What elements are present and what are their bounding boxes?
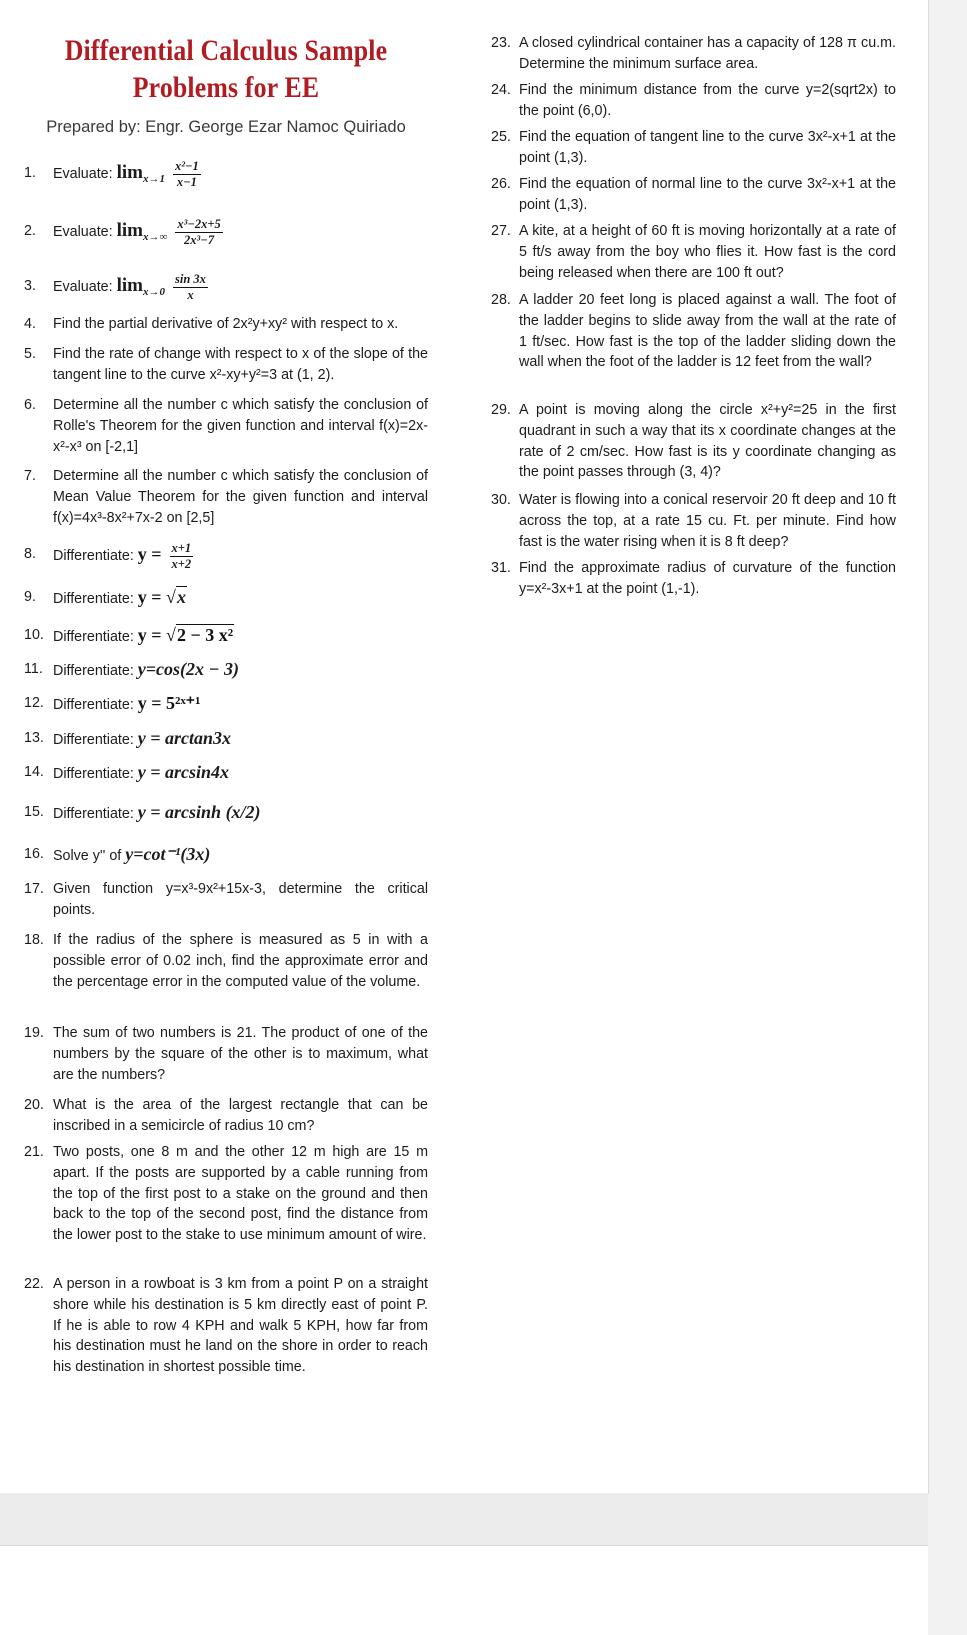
problem-22 — [24, 1274, 428, 1378]
problem-label: Evaluate: — [53, 279, 113, 295]
problem-label: Differentiate: — [53, 629, 134, 645]
problem-label: Differentiate: — [53, 591, 134, 607]
problem-15 — [24, 797, 428, 829]
numerator: sin 3x — [174, 271, 206, 286]
page-gap-band — [0, 1493, 928, 1546]
problem-text: Find the minimum distance from the curve y=2(sqrt2x) to the point (6,0). — [519, 82, 896, 119]
problem-number: 15. — [24, 804, 44, 820]
problem-label: Evaluate: — [53, 166, 113, 182]
equation: y = arctan3x — [137, 728, 232, 748]
denominator: x — [187, 287, 194, 302]
problem-number: 5. — [24, 346, 36, 362]
document-title-line-2: Problems for EE — [132, 71, 320, 104]
problem-label: Differentiate: — [53, 806, 134, 822]
problem-1 — [24, 153, 428, 199]
problem-text: A person in a rowboat is 3 km from a point P on a straight shore while his destination is 5 km directly east of point P. If he is able to row 4 KPH and walk 5 KPH, how far from his destination must he land on the shore in order to reach his destination in shortest possible time. — [53, 1276, 428, 1376]
problem-number: 18. — [24, 932, 44, 948]
problem-number: 8. — [24, 546, 36, 562]
problem-26 — [491, 174, 896, 216]
problem-text: Two posts, one 8 m and the other 12 m high are 15 m apart. If the posts are supported by a cable running from the top of the first post to a stake on the ground and then back to the top of the second post, find the distance from the lower post to the stake to use minimum amount of wire. — [53, 1144, 428, 1244]
problem-number: 23. — [491, 35, 511, 51]
problem-text: Given function y=x³-9x²+15x-3, determine the critical points. — [53, 881, 428, 918]
equation: y = arcsin4x — [137, 762, 230, 782]
equation-lhs: y = — [137, 544, 162, 564]
problem-13 — [24, 725, 428, 753]
problem-number: 6. — [24, 397, 36, 413]
radicand: x — [176, 587, 186, 607]
problem-label: Differentiate: — [53, 697, 134, 713]
problem-2 — [24, 211, 428, 257]
problem-number: 13. — [24, 730, 44, 746]
problem-text: A kite, at a height of 60 ft is moving horizontally at a rate of 5 ft/s away from the boy who flies it. How fast is the cord being released when there are 100 ft out? — [519, 223, 896, 281]
problem-number: 26. — [491, 176, 511, 192]
problem-9 — [24, 584, 428, 612]
problem-25 — [491, 127, 896, 169]
equation: y=cot⁻¹(3x) — [125, 844, 211, 864]
problem-text: What is the area of the largest rectangle that can be inscribed in a semicircle of radius 10 cm? — [53, 1097, 428, 1134]
equation-lhs: y = √ — [137, 625, 176, 645]
limit-symbol: lim — [116, 275, 143, 296]
limit-symbol: lim — [116, 220, 143, 241]
problem-label: Evaluate: — [53, 224, 113, 240]
problem-text: The sum of two numbers is 21. The product of one of the numbers by the square of the other is to maximum, what are the numbers? — [53, 1025, 428, 1083]
denominator: x−1 — [176, 174, 197, 189]
numerator: x²−1 — [174, 158, 199, 173]
equation: y=cos(2x − 3) — [137, 659, 239, 679]
problem-label: Differentiate: — [53, 766, 134, 782]
problem-17 — [24, 879, 428, 921]
problem-8 — [24, 534, 428, 576]
problem-text: If the radius of the sphere is measured as 5 in with a possible error of 0.02 inch, find the approximate error and the percentage error in the computed value of the volume. — [53, 932, 428, 990]
problem-number: 7. — [24, 468, 36, 484]
problem-3 — [24, 266, 428, 312]
fraction — [173, 272, 208, 303]
problem-number: 9. — [24, 589, 36, 605]
limit-symbol: lim — [116, 162, 143, 183]
problem-number: 25. — [491, 129, 511, 145]
problem-text: Find the equation of tangent line to the curve 3x²-x+1 at the point (1,3). — [519, 129, 896, 166]
problem-4 — [24, 314, 428, 335]
problem-label: Solve y'' of — [53, 848, 122, 864]
radicand: 2 − 3 x² — [176, 625, 234, 645]
problem-text: Water is flowing into a conical reservoir 20 ft deep and 10 ft across the top, at a rate 15 cu. Ft. per minute. Find how fast is the water rising when it is 8 ft deep? — [519, 492, 896, 550]
problem-number: 1. — [24, 165, 36, 181]
problem-number: 20. — [24, 1097, 44, 1113]
problem-number: 3. — [24, 278, 36, 294]
problem-text: Find the partial derivative of 2x²y+xy² with respect to x. — [53, 316, 399, 332]
problem-12 — [24, 690, 428, 718]
problem-23 — [491, 33, 896, 75]
problem-number: 30. — [491, 492, 511, 508]
equation-lhs: y = √ — [137, 587, 176, 607]
numerator: x+1 — [171, 540, 192, 555]
limit-subscript: x→0 — [143, 286, 165, 298]
problem-number: 16. — [24, 846, 44, 862]
author-line: Prepared by: Engr. George Ezar Namoc Quiriado — [46, 118, 406, 136]
problem-29 — [491, 400, 896, 483]
problem-28 — [491, 290, 896, 373]
equation: y = 5²ˣ⁺¹ — [137, 693, 201, 713]
problem-label: Differentiate: — [53, 548, 134, 564]
problem-number: 21. — [24, 1144, 44, 1160]
problem-number: 19. — [24, 1025, 44, 1041]
problem-number: 2. — [24, 223, 36, 239]
problem-text: A point is moving along the circle x²+y²=25 in the first quadrant in such a way that its x coordinate changes at the rate of 2 cm/sec. How fast is its y coordinate changing as the point passes through (3, 4)? — [519, 402, 896, 481]
problem-6 — [24, 395, 428, 457]
limit-subscript: x→∞ — [143, 231, 168, 243]
limit-subscript: x→1 — [143, 173, 165, 185]
problem-number: 27. — [491, 223, 511, 239]
problem-14 — [24, 759, 428, 787]
problem-number: 10. — [24, 627, 44, 643]
problem-number: 4. — [24, 316, 36, 332]
problem-number: 12. — [24, 695, 44, 711]
problem-30 — [491, 490, 896, 552]
problem-text: Find the approximate radius of curvature of the function y=x²-3x+1 at the point (1,-1). — [519, 560, 896, 597]
problem-text: Determine all the number c which satisfy the conclusion of Rolle's Theorem for the given function and interval f(x)=2x-x²-x³ on [-2,1] — [53, 397, 428, 455]
problem-text: Find the equation of normal line to the curve 3x²-x+1 at the point (1,3). — [519, 176, 896, 213]
problem-number: 22. — [24, 1276, 44, 1292]
problem-5 — [24, 344, 428, 386]
next-page-area — [0, 1546, 928, 1635]
problem-number: 29. — [491, 402, 511, 418]
problem-text: Find the rate of change with respect to x of the slope of the tangent line to the curve x²-xy+y²=3 at (1, 2). — [53, 346, 428, 383]
denominator: x+2 — [171, 556, 192, 571]
problem-21 — [24, 1142, 428, 1246]
denominator: 2x³−7 — [184, 232, 215, 247]
problem-text: A ladder 20 feet long is placed against a wall. The foot of the ladder begins to slide away from the wall at the rate of 1 ft/sec. How fast is the top of the ladder sliding down the wall when the foot of the ladder is 12 feet from the wall? — [519, 292, 896, 371]
problem-label: Differentiate: — [53, 732, 134, 748]
equation: y = arcsinh (x/2) — [137, 802, 261, 822]
problem-20 — [24, 1095, 428, 1137]
problem-18 — [24, 930, 428, 992]
problem-text: Determine all the number c which satisfy the conclusion of Mean Value Theorem for the given function and interval f(x)=4x³-8x²+7x-2 on [2,5] — [53, 468, 428, 526]
problem-number: 31. — [491, 560, 511, 576]
problem-16 — [24, 841, 428, 869]
fraction — [173, 159, 201, 190]
fraction — [170, 541, 194, 572]
problem-27 — [491, 221, 896, 283]
problem-24 — [491, 80, 896, 122]
problem-number: 24. — [491, 82, 511, 98]
problem-number: 14. — [24, 764, 44, 780]
problem-number: 17. — [24, 881, 44, 897]
fraction — [175, 217, 222, 248]
problem-number: 11. — [24, 661, 43, 677]
problem-19 — [24, 1023, 428, 1085]
document-title-line-1: Differential Calculus Sample — [64, 34, 388, 67]
problem-10 — [24, 622, 428, 650]
problem-31 — [491, 558, 896, 600]
numerator: x³−2x+5 — [177, 216, 221, 231]
problem-number: 28. — [491, 292, 511, 308]
problem-11 — [24, 656, 428, 684]
problem-text: A closed cylindrical container has a capacity of 128 π cu.m. Determine the minimum surface area. — [519, 35, 896, 72]
problem-label: Differentiate: — [53, 663, 134, 679]
problem-7 — [24, 466, 428, 528]
